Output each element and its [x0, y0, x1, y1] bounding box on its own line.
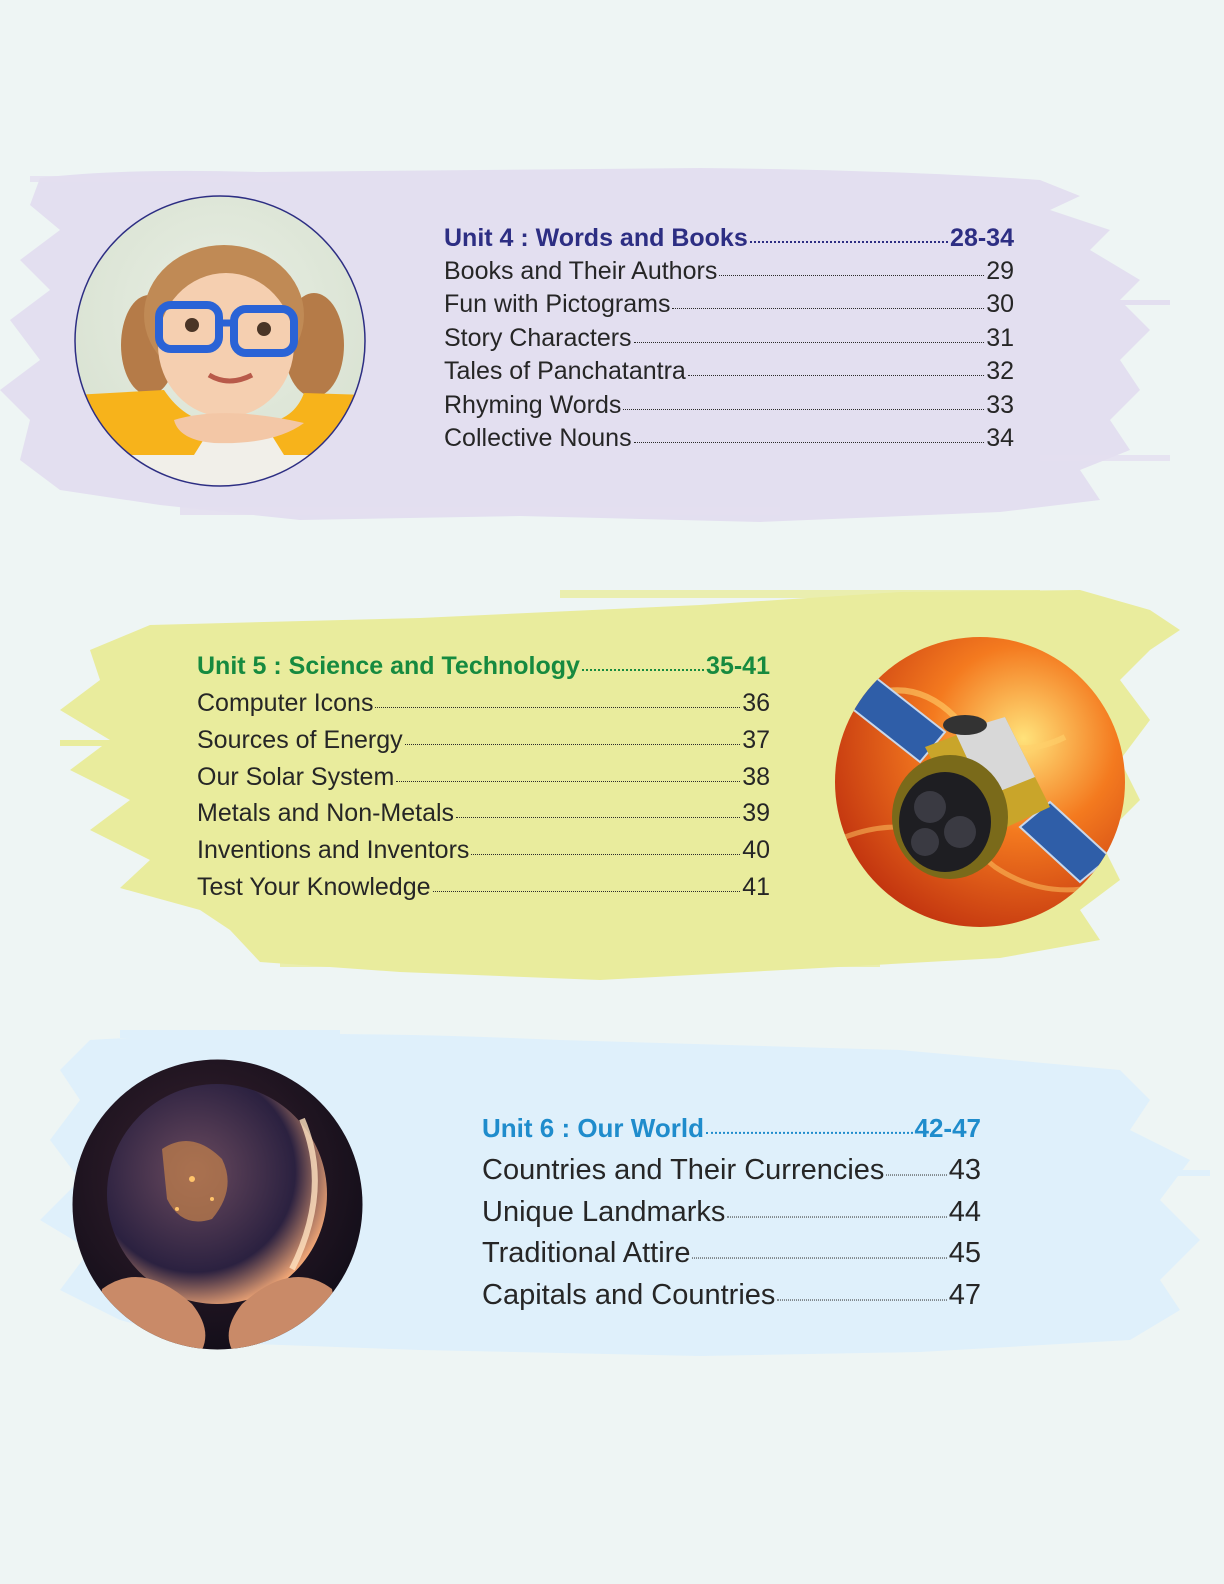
entry-page: 37 — [742, 725, 770, 754]
unit5-toc — [197, 652, 770, 910]
entry-page: 45 — [948, 1237, 981, 1269]
leader-dots — [375, 693, 740, 708]
leader-dots — [634, 428, 985, 443]
leader-dots — [692, 1242, 946, 1259]
entry-page: 29 — [986, 257, 1014, 285]
entry-page: 34 — [986, 423, 1014, 452]
entry-label: Rhyming Words — [444, 390, 622, 419]
leader-dots — [405, 730, 741, 745]
leader-dots — [886, 1159, 946, 1176]
entry-page: 31 — [986, 323, 1014, 352]
leader-dots — [433, 877, 741, 892]
leader-dots — [727, 1200, 946, 1217]
earth-in-hands-icon — [72, 1059, 363, 1350]
leader-dots — [456, 804, 740, 819]
unit-title: Unit 5 : Science and Technology — [197, 652, 580, 680]
toc-entry[interactable] — [444, 391, 1014, 424]
toc-entry[interactable] — [444, 357, 1014, 390]
toc-entry[interactable] — [197, 763, 770, 800]
entry-page: 43 — [948, 1154, 981, 1186]
toc-entry[interactable] — [197, 836, 770, 873]
entry-label: Tales of Panchatantra — [444, 357, 686, 386]
toc-entry[interactable] — [444, 290, 1014, 323]
leader-dots — [672, 295, 984, 310]
leader-dots — [777, 1283, 946, 1300]
leader-dots — [750, 227, 948, 243]
leader-dots — [634, 328, 985, 343]
entry-page: 41 — [742, 872, 770, 901]
leader-dots — [719, 261, 984, 276]
unit-page-range: 28-34 — [950, 224, 1014, 252]
unit4-heading[interactable] — [444, 224, 1014, 257]
leader-dots — [582, 655, 704, 671]
leader-dots — [688, 361, 984, 376]
entry-label: Test Your Knowledge — [197, 872, 431, 901]
toc-entry[interactable] — [482, 1279, 981, 1321]
entry-label: Story Characters — [444, 323, 632, 352]
unit-page-range: 35-41 — [706, 652, 770, 680]
toc-entry[interactable] — [482, 1154, 981, 1196]
leader-dots — [706, 1118, 913, 1134]
unit4-toc — [444, 224, 1014, 457]
leader-dots — [471, 840, 740, 855]
toc-entry[interactable] — [444, 424, 1014, 457]
entry-page: 36 — [742, 689, 770, 717]
entry-label: Our Solar System — [197, 762, 395, 791]
entry-page: 30 — [986, 290, 1014, 319]
entry-label: Computer Icons — [197, 689, 374, 717]
unit-page-range: 42-47 — [914, 1113, 981, 1143]
unit6-toc — [482, 1113, 981, 1320]
unit-title: Unit 4 : Words and Books — [444, 224, 748, 252]
toc-entry[interactable] — [444, 257, 1014, 290]
entry-label: Inventions and Inventors — [197, 836, 470, 865]
unit5-heading[interactable] — [197, 652, 770, 689]
entry-page: 39 — [742, 799, 770, 828]
entry-page: 47 — [948, 1278, 981, 1311]
entry-page: 38 — [742, 762, 770, 791]
entry-page: 44 — [948, 1195, 981, 1228]
unit6-heading[interactable] — [482, 1113, 981, 1154]
entry-label: Capitals and Countries — [482, 1278, 776, 1311]
satellite-near-sun-icon — [835, 637, 1125, 927]
leader-dots — [396, 767, 740, 782]
entry-label: Traditional Attire — [482, 1237, 691, 1269]
entry-label: Metals and Non-Metals — [197, 799, 455, 828]
toc-entry[interactable] — [197, 689, 770, 726]
unit-title: Unit 6 : Our World — [482, 1113, 704, 1143]
girl-with-glasses-icon — [74, 195, 366, 487]
toc-entry[interactable] — [197, 799, 770, 836]
toc-entry[interactable] — [197, 873, 770, 910]
entry-label: Fun with Pictograms — [444, 290, 671, 319]
entry-label: Unique Landmarks — [482, 1195, 726, 1228]
entry-page: 33 — [986, 390, 1014, 419]
entry-label: Sources of Energy — [197, 725, 403, 754]
leader-dots — [623, 395, 984, 410]
entry-label: Countries and Their Currencies — [482, 1154, 885, 1186]
entry-label: Books and Their Authors — [444, 257, 718, 285]
toc-entry[interactable] — [444, 324, 1014, 357]
toc-entry[interactable] — [482, 1237, 981, 1279]
toc-entry[interactable] — [482, 1196, 981, 1238]
toc-entry[interactable] — [197, 726, 770, 763]
entry-page: 32 — [986, 357, 1014, 386]
entry-label: Collective Nouns — [444, 423, 632, 452]
entry-page: 40 — [742, 836, 770, 865]
